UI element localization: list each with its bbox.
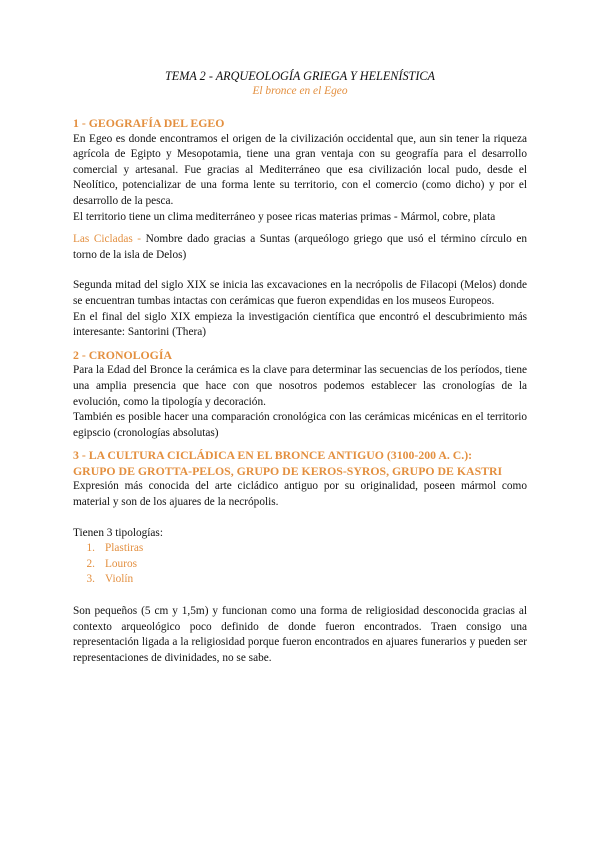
list-item-number: 1. — [86, 542, 95, 555]
paragraph-cronologia-ceramica: Para la Edad del Bronce la cerámica es la clave para determinar las secuencias de los períodos, tiene una amplia presencia que hace con que nosotros podemos establecer las cronologías de la evolución, como la tipología y decoración. — [73, 364, 527, 408]
paragraph-santorini: En el final del siglo XIX empieza la investigación científica que encontró el descubrimiento más interesante: Santorini (Thera) — [73, 310, 527, 339]
typologies-intro: Tienen 3 tipologías: — [73, 526, 163, 539]
list-item-number: 3. — [86, 573, 95, 586]
list-item — [73, 557, 527, 573]
list-item-label: Louros — [105, 557, 138, 570]
paragraph-excavaciones: Segunda mitad del siglo XIX se inicia las excavaciones en la necrópolis de Filacopi (Melos) donde se encuentran tumbas intactas con cerámicas que fueron expendidas en los museos Europeos. — [73, 279, 527, 307]
paragraph-cultura-expresion: Expresión más conocida del arte cicládico antiguo por su originalidad, poseen mármol como material y son de los ajuares de la necrópolis. — [73, 480, 527, 509]
cicladas-text: Nombre dado gracias a Suntas (arqueólogo griego que usó el término círculo en torno de la isla de Delos) — [73, 233, 527, 261]
paragraph-cicladas — [73, 232, 527, 263]
document-body — [73, 68, 527, 666]
section-heading-cronologia: 2 - CRONOLOGÍA — [73, 347, 172, 362]
section-heading-cultura-line2: GRUPO DE GROTTA-PELOS, GRUPO DE KEROS-SYROS, GRUPO DE KASTRI — [73, 463, 503, 478]
section-heading-geografia: 1 - GEOGRAFÍA DEL EGEO — [73, 116, 225, 130]
document-subtitle: El bronce en el Egeo — [252, 85, 348, 97]
document-title: TEMA 2 - ARQUEOLOGÍA GRIEGA Y HELENÍSTICA — [165, 69, 435, 83]
cicladas-label: Las Cicladas - — [73, 233, 142, 246]
paragraph-cronologia-comparacion: También es posible hacer una comparación cronológica con las cerámicas micénicas en el territorio egipscio (cronologías absolutas) — [73, 411, 527, 439]
list-item — [73, 541, 527, 557]
paragraph-geografia-territorio: El territorio tiene un clima mediterráneo y posee ricas materias primas - Mármol, cobre, plata — [73, 210, 496, 223]
list-item — [73, 572, 527, 588]
section-heading-cultura-line1: 3 - LA CULTURA CICLÁDICA EN EL BRONCE ANTIGUO (3100-200 A. C.): — [73, 448, 473, 463]
list-item-label: Plastiras — [105, 542, 144, 555]
paragraph-geografia-intro: En Egeo es donde encontramos el origen de la civilización occidental que, aun sin tener la riqueza agrícola de Egipto y Mesopotamia, tiene una gran ventaja con su geografía para el desarrollo comercial y artesanal. Fue gracias al Mediterráneo que esa civilización local pudo, desde el Neolítico, potencializar de una forma lente su territorio, con el comercio (como dicho) y por el desarrollo de la pesca. — [73, 132, 527, 207]
paragraph-cultura-religiosidad: Son pequeños (5 cm y 1,5m) y funcionan como una forma de religiosidad desconocida gracias al contexto arqueológico poco definido de donde fueron encontrados. Traen consigo una representación ligada a la religiosidad porque fueron encontrados en ajuares funerarios y pueden ser representaciones de divinidades, no se sabe. — [73, 605, 527, 664]
list-item-number: 2. — [86, 557, 95, 570]
typologies-list — [73, 541, 527, 588]
list-item-label: Violín — [105, 573, 134, 586]
